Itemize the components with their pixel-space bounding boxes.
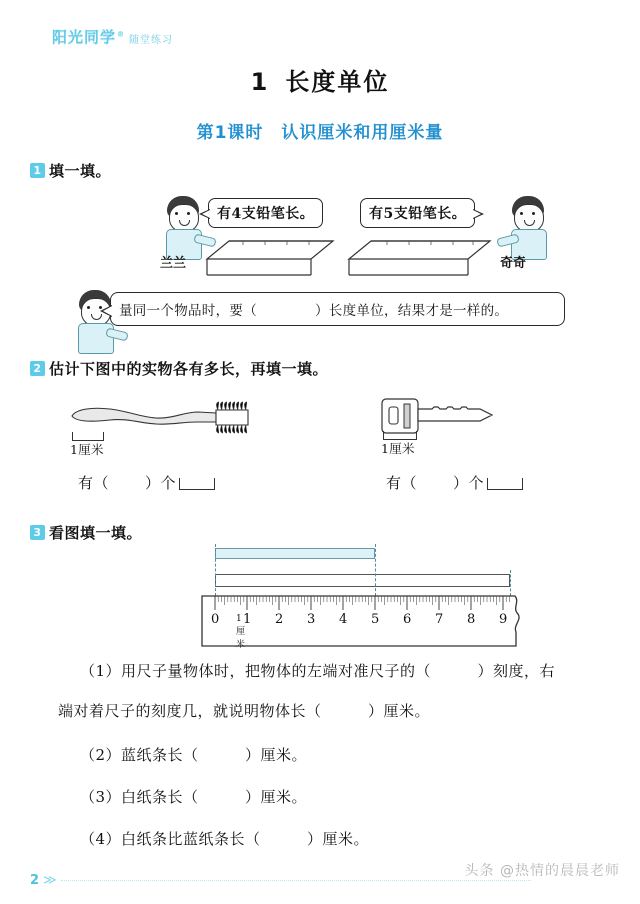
ruler-tick-2: 2	[275, 612, 284, 627]
ruler-tick-6: 6	[403, 612, 412, 627]
question-3-header	[30, 522, 142, 543]
speech-bubble-fill-in	[110, 292, 565, 326]
brand-logo-subtitle: 随堂练习	[129, 35, 174, 46]
guide-line-nine	[510, 570, 511, 596]
watermark: 头条 @热情的晨晨老师	[464, 863, 620, 879]
student-name-lanlan: 兰兰	[160, 256, 187, 271]
ruler-tick-1: 1	[243, 612, 252, 627]
unit-title: 长度单位	[285, 68, 390, 96]
ruler-tick-4: 4	[339, 612, 348, 627]
lesson-title	[0, 118, 640, 143]
ruler-tick-5: 5	[371, 612, 380, 627]
question-2-header	[30, 358, 328, 379]
desk-illustration-right	[345, 237, 495, 277]
question-1-prompt: 填一填。	[49, 162, 112, 180]
question-1-badge: 1	[30, 163, 45, 178]
ruler-tick-0: 0	[211, 612, 220, 627]
question-3-line-2: 端对着尺子的刻度几，就说明物体长（ ）厘米。	[58, 702, 431, 720]
chevron-right-icon: ≫	[43, 873, 57, 888]
key-answer-suffix: ）个	[453, 474, 485, 492]
question-3-line-1: （1）用尺子量物体时，把物体的左端对准尺子的（ ）刻度，右	[80, 662, 556, 680]
toothbrush-answer-suffix: ）个	[145, 474, 177, 492]
registered-trademark-icon: ®	[117, 30, 126, 38]
student-figure-lanlan	[160, 196, 206, 258]
desk-illustration-left	[203, 237, 338, 277]
teacher-line-part1: 量同一个物品时，要（	[119, 303, 257, 319]
question-3-badge: 3	[30, 525, 45, 540]
question-2-prompt: 估计下图中的实物各有多长，再填一填。	[49, 360, 329, 378]
page-number: 2	[30, 873, 40, 888]
question-2-badge: 2	[30, 361, 45, 376]
teacher-line-part2: ）长度单位，结果才是一样的。	[315, 303, 509, 319]
footer-divider	[61, 880, 531, 882]
key-unit-bracket	[487, 478, 523, 490]
key-answer-prefix: 有（	[386, 474, 418, 492]
lesson-label: 第1课时	[196, 123, 264, 143]
question-3-prompt: 看图填一填。	[49, 524, 143, 542]
guide-line-left	[215, 544, 216, 596]
student-name-qiqi: 奇奇	[500, 256, 527, 271]
guide-line-five	[375, 544, 376, 596]
question-3-line-4: （3）白纸条长（ ）厘米。	[80, 788, 308, 806]
question-3-line-3: （2）蓝纸条长（ ）厘米。	[80, 746, 308, 764]
ruler-tick-8: 8	[467, 612, 476, 627]
ruler-tick-7: 7	[435, 612, 444, 627]
student-figure-qiqi	[505, 196, 551, 258]
key-answer-line	[386, 472, 523, 493]
ruler-tick-3: 3	[307, 612, 316, 627]
ruler-tick-9: 9	[499, 612, 508, 627]
toothbrush-answer-prefix: 有（	[78, 474, 110, 492]
white-paper-strip	[215, 574, 510, 587]
speech-bubble-lanlan: 有4支铅笔长。	[208, 198, 323, 228]
lesson-name: 认识厘米和用厘米量	[281, 123, 444, 143]
brand-logo	[52, 26, 173, 47]
question-1-header	[30, 160, 111, 181]
toothbrush-answer-line	[78, 472, 215, 493]
key-scale-label: 1厘米	[381, 441, 415, 456]
page-footer	[30, 873, 531, 888]
page-title	[0, 62, 640, 97]
question-3-line-5: （4）白纸条比蓝纸条长（ ）厘米。	[80, 830, 370, 848]
blue-paper-strip	[215, 548, 375, 559]
brand-logo-text: 阳光同学®	[52, 28, 126, 46]
toothbrush-scale-label: 1厘米	[70, 442, 104, 457]
toothbrush-unit-bracket	[179, 478, 215, 490]
unit-number: 1	[250, 68, 270, 96]
speech-bubble-qiqi: 有5支铅笔长。	[360, 198, 475, 228]
ruler-unit-label: 1厘米	[236, 614, 246, 650]
